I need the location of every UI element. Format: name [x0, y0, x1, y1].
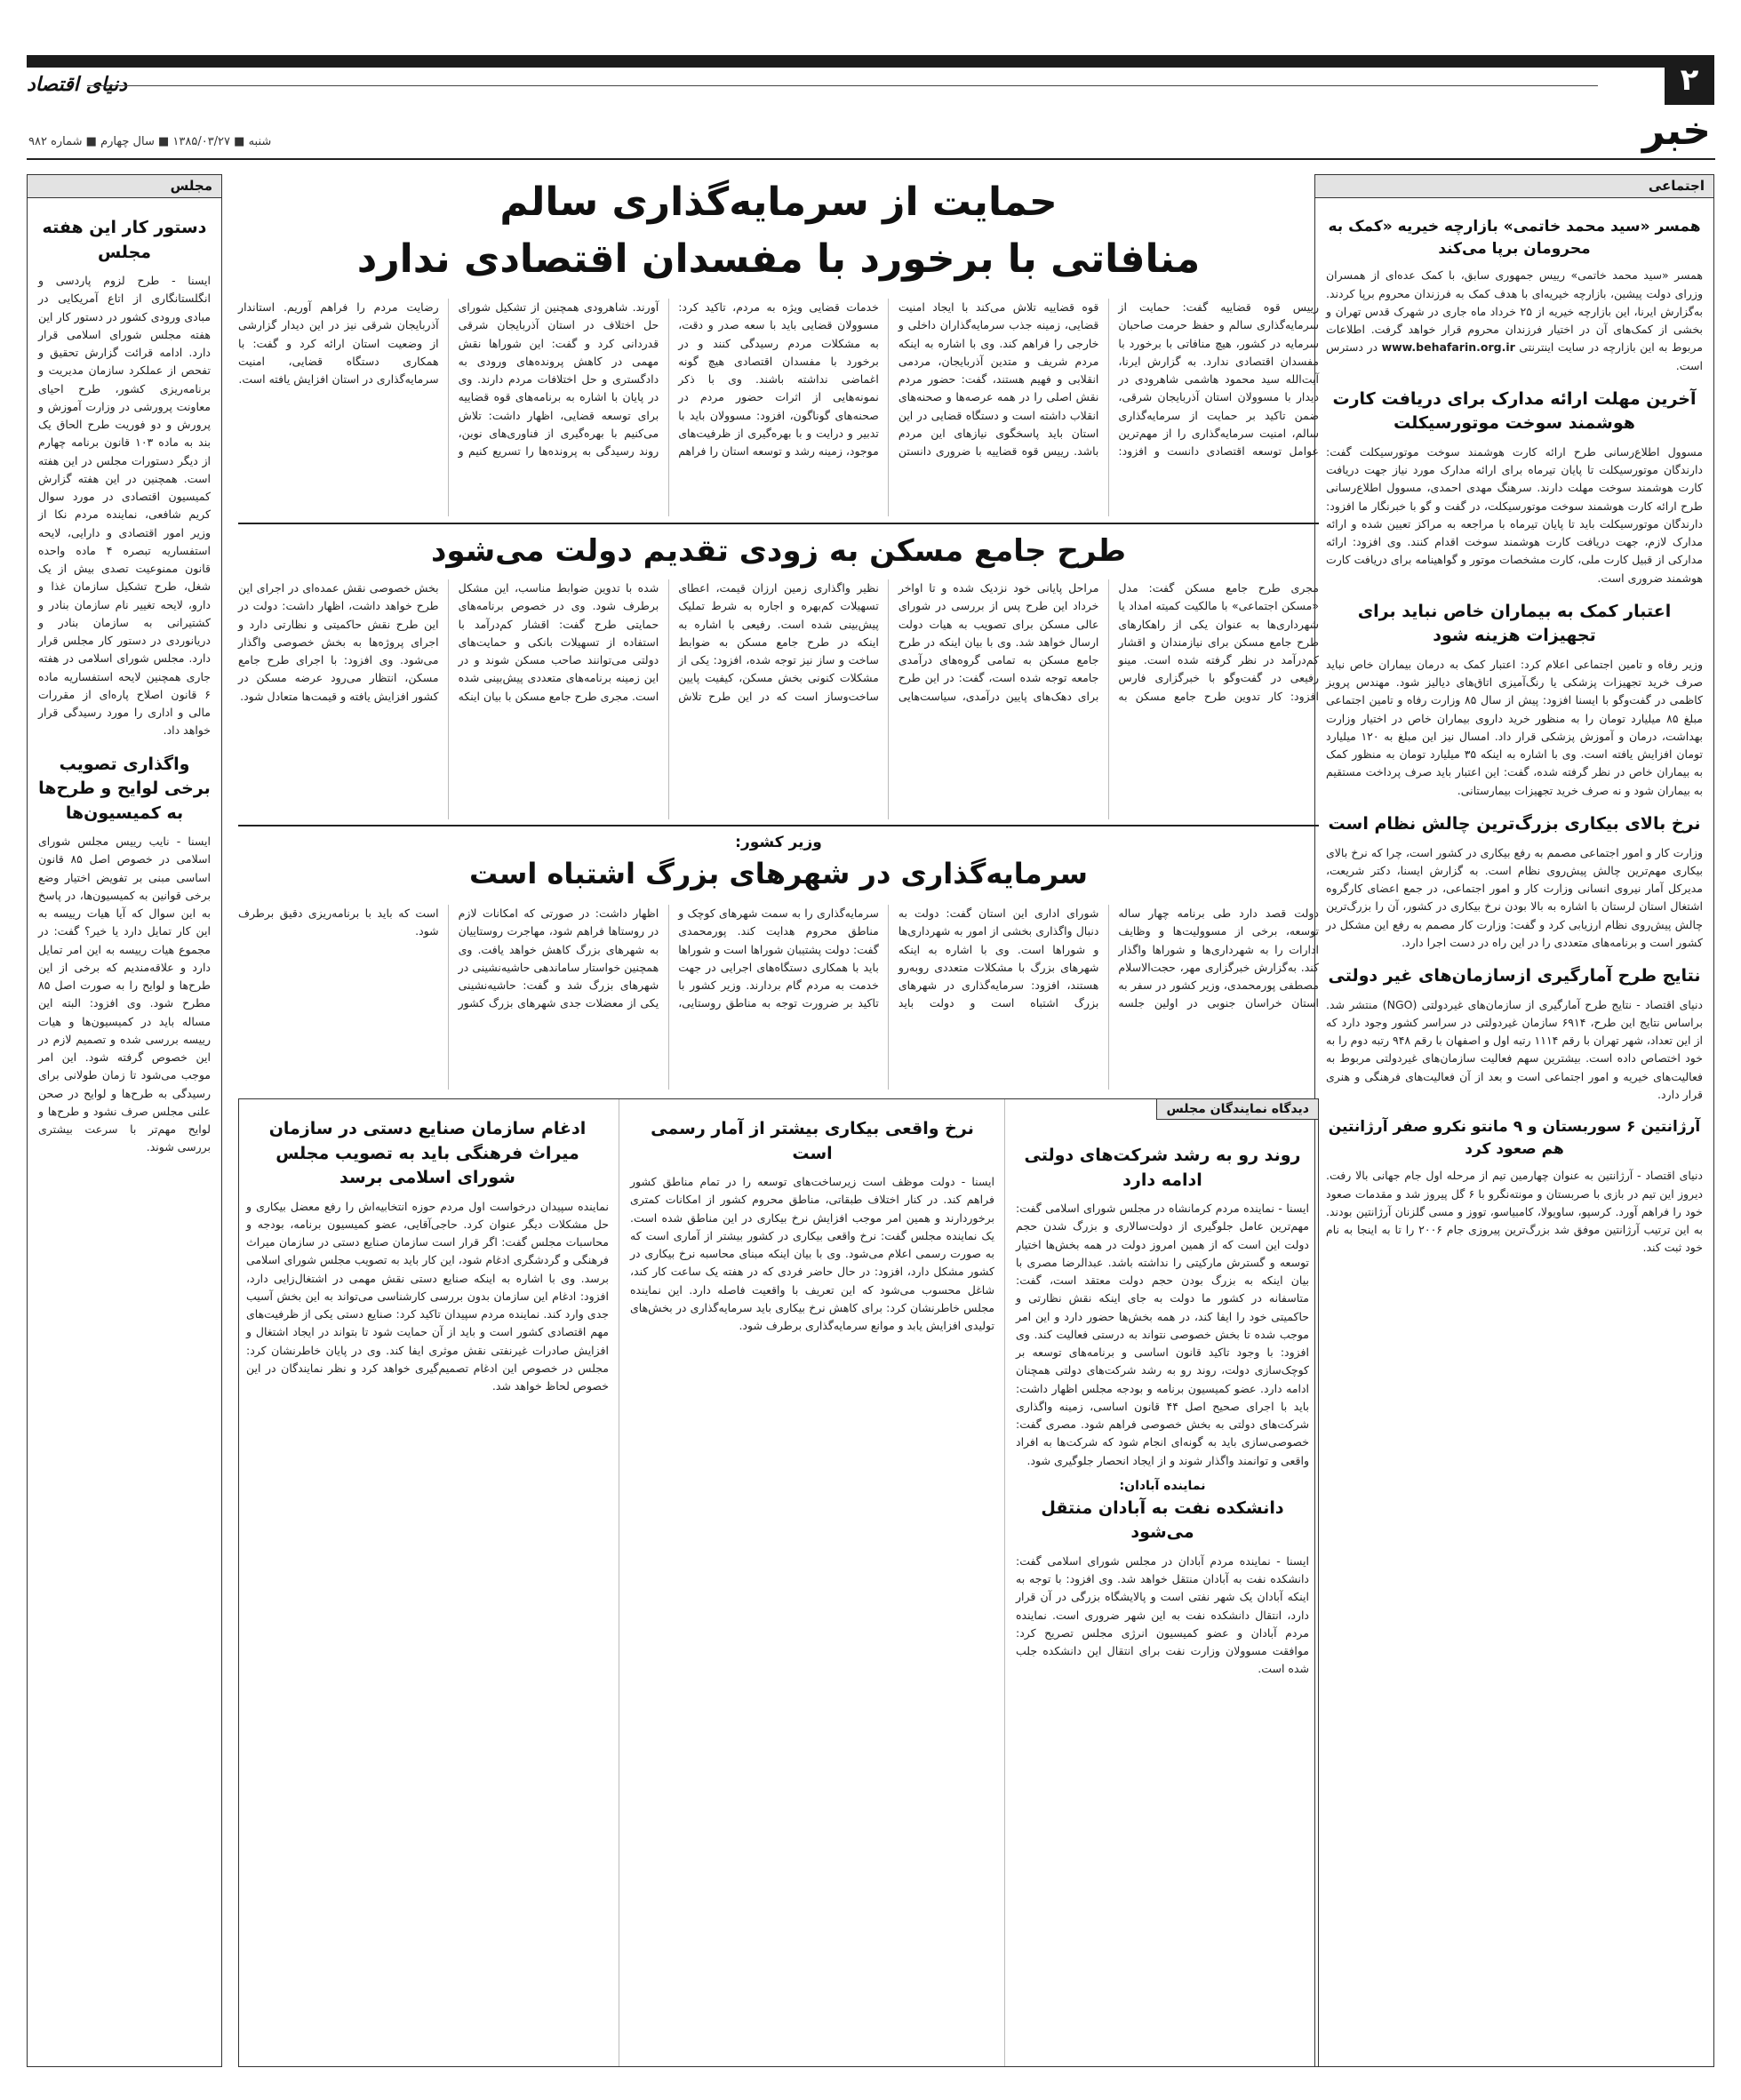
website-link[interactable]: www.behafarin.org.ir — [1381, 340, 1515, 355]
story-headline: آرژانتین ۶ سوربستان و ۹ مانتو نکرو صفر آرژانتین هم صعود کرد — [1328, 1118, 1701, 1158]
views-column-1 — [1007, 1099, 1318, 2066]
story-body-end: در دسترس است. — [1326, 340, 1703, 372]
masthead-rule — [27, 158, 1715, 160]
views-column-2 — [621, 1099, 1003, 2066]
story-body: وزارت کار و امور اجتماعی مصمم به رفع بیکاری در کشور است، چرا که نرخ بالای بیکاری مهم‌ترین چالش پیش‌روی نظام است. به گزارش ایسنا، دکتر شریعت، مدیرکل آمار نیروی انسانی وزارت کار و امور اجتماعی، در جمع اعضای کارگروه اشتغال استان لرستان با اشاره به بالا بودن نرخ بیکاری در کشور، آن را بزرگ‌ترین چالش پیش‌روی نظام ارزیابی کرد و گفت: وزارت کار مصمم به رفع این مشکل در کشور است و برنامه‌های متعددی را در این راه در دست اجرا دارد. — [1326, 845, 1703, 949]
social-column — [1314, 174, 1714, 2067]
page-number: ۲ — [1665, 55, 1714, 105]
masthead-divider — [87, 85, 1598, 86]
parliament-column — [27, 174, 222, 2067]
housing-headline: طرح جامع مسکن به زودی تقدیم دولت می‌شود — [430, 533, 1127, 569]
story-headline: ادغام سازمان صنایع دستی در سازمان میراث فرهنگی باید به تصویب مجلس شورای اسلامی برسد — [268, 1119, 587, 1188]
story-body: ایسنا - دولت موظف است زیرساخت‌های توسعه را در تمام مناطق کشور فراهم کند. در کنار اختلاف طبقاتی، مناطق محروم کشور از امکانات کمتری برخوردارند و همین امر موجب افزایش نرخ بیکاری در این مناطق شده است. یک نماینده مجلس گفت: نرخ واقعی بیکاری در کشور بیشتر از آماری است که به صورت رسمی اعلام می‌شود. وی با بیان اینکه مبنای محاسبه نرخ بیکاری در کشور مشکل دارد، افزود: در حال حاضر فردی که در هفته یک ساعت کار کند، شاغل محسوب می‌شود که این تعریف با واقعیت فاصله دارد. این نماینده مجلس خاطرنشان کرد: برای کاهش نرخ بیکاری باید سرمایه‌گذاری در بخش‌های تولیدی افزایش یابد و موانع سرمایه‌گذاری برطرف شود. — [630, 1175, 994, 1333]
story-body: ایسنا - نایب رییس مجلس شورای اسلامی در خصوص اصل ۸۵ قانون اساسی مبنی بر تفویض اختیار وضع برخی قوانین به کمیسیون‌ها، در پاسخ به این سوال که آیا هیات رییسه به این کار تمایل دارد یا خیر؟ گفت: در مجموع هیات رییسه به این امر تمایل دارد و علاقه‌مندیم که برخی از این طرح‌ها و لوایح را به صورت اصل ۸۵ مطرح شود. وی افزود: البته این مساله باید در کمیسیون‌ها و هیات رییسه بررسی شده و تصمیم لازم در این خصوص گرفته شود. این امر موجب می‌شود تا زمان طولانی برای رسیدگی به طرح‌ها و لوایح در صحن علنی مجلس صرف نشود و طرح‌ها و لوایح مهم‌تر با سرعت بیشتری بررسی شوند. — [38, 834, 211, 1154]
story-headline: اعتبار کمک به بیماران خاص نباید برای تجهیزات هزینه شود — [1357, 601, 1672, 646]
story-kicker: نماینده آبادان: — [1119, 1478, 1206, 1493]
story-body: ایسنا - نماینده مردم کرمانشاه در مجلس شورای اسلامی گفت: مهم‌ترین عامل جلوگیری از دولت‌سالاری و بزرگ شدن حجم دولت این است که از همین امروز دولت در همه بخش‌ها اختیار توسعه و گسترش مارکیتی را نداشته باشد. عبدالرضا مصری با بیان اینکه به بزرگ بودن حجم دولت معتقد است، گفت: متاسفانه در کشور ما دولت به جای اینکه نقش نظارتی و حاکمیتی خود را ایفا کند، در همه بخش‌ها حضور دارد و این امر موجب شده تا بخش خصوصی نتواند به درستی فعالیت کند. وی افزود: با وجود تاکید قانون اساسی و برنامه‌های توسعه بر کوچک‌سازی دولت، روند رو به رشد شرکت‌های دولتی همچنان ادامه دارد. عضو کمیسیون برنامه و بودجه مجلس اظهار داشت: باید با اجرای صحیح اصل ۴۴ قانون اساسی، زمینه واگذاری شرکت‌های دولتی به بخش خصوصی فراهم شود. مصری گفت: خصوصی‌سازی باید به گونه‌ای انجام شود که شرکت‌ها به افراد واقعی و توانمند واگذار شوند و از ایجاد انحصار جلوگیری شود. — [1016, 1202, 1309, 1467]
story-headline: نتایج طرح آمارگیری ازسازمان‌های غیر دولتی — [1328, 966, 1701, 986]
lead-headline-line2: منافاتی با برخورد با مفسدان اقتصادی ندارد — [356, 236, 1201, 282]
parliament-views-box — [238, 1098, 1319, 2067]
masthead-bar — [27, 55, 1706, 68]
minister-kicker: وزیر کشور: — [735, 834, 822, 851]
story-headline: نرخ بالای بیکاری بزرگ‌ترین چالش نظام است — [1328, 813, 1701, 834]
story-headline: واگذاری تصویب برخی لوایح و طرح‌ها به کمیسیون‌ها — [38, 754, 211, 823]
story-body: همسر «سید محمد خاتمی» رییس جمهوری سابق، با کمک عده‌ای از همسران وزرای دولت پیشین، بازارچه خیریه‌ای با هدف کمک به فرزندان محروم برپا کردند. به‌گزارش ایرنا، این بازارچه خیریه از ۲۵ خرداد ماه جاری در شهرک قدس تهران و بخشی از کمک‌های آن در اختیار فرزندان محروم قرار خواهد گرفت. اطلاعات مربوط به این بازارچه در سایت اینترنتی — [1326, 268, 1704, 355]
views-column-3 — [238, 1099, 618, 2066]
issue-info: شنبه ■ ۱۳۸۵/۰۳/۲۷ ■ سال چهارم ■ شماره ۹۸۲ — [28, 135, 272, 148]
story-body: نماینده سپیدان درخواست اول مردم حوزه انتخابیه‌اش را رفع معضل بیکاری و حل مشکلات دیگر عنوان کرد. حاجی‌آقایی، عضو کمیسیون برنامه، بودجه و محاسبات مجلس گفت: اگر قرار است سازمان صنایع دستی در سازمان میراث فرهنگی و گردشگری ادغام شود، این کار باید به تصویب مجلس شورای اسلامی برسد. وی با اشاره به اینکه صنایع دستی نقش مهمی در اشتغال‌زایی دارد، افزود: ادغام این سازمان بدون بررسی کارشناسی می‌تواند به این بخش آسیب جدی وارد کند. نماینده مردم سپیدان تاکید کرد: صنایع دستی یکی از ظرفیت‌های مهم اقتصادی کشور است و باید از آن حمایت شود تا بتواند در ایجاد اشتغال و افزایش صادرات غیرنفتی نقش موثری ایفا کند. وی در پایان خاطرنشان کرد: مجلس در خصوص این ادغام تصمیم‌گیری خواهد کرد و نظر نمایندگان در این خصوص لحاظ خواهد شد. — [246, 1199, 609, 1393]
section-title: خبر — [1641, 108, 1711, 154]
story-body: دنیای اقتصاد - نتایج طرح آمارگیری از سازمان‌های غیردولتی (NGO) منتشر شد. براساس نتایج این طرح، ۶۹۱۴ سازمان غیردولتی در سراسر کشور وجود دارد که از این تعداد، شهر تهران با رقم ۱۱۱۴ رتبه اول و اصفهان با رقم ۹۴۸ رتبه دوم را به خود اختصاص داده است. بیشترین سهم فعالیت سازمان‌های غیردولتی مربوط به فعالیت‌های خیریه و امور اجتماعی است و بعد از آن فعالیت‌های فرهنگی و هنری قرار دارد. — [1326, 997, 1704, 1101]
minister-story-body: دولت قصد دارد طی برنامه چهار ساله توسعه، برخی از مسوولیت‌ها و وظایف ادارات را به شهرداری‌ها و شوراها واگذار کند. به‌گزارش خبرگزاری مهر، حجت‌الاسلام مصطفی پورمحمدی، وزیر کشور در سفر به استان خراسان جنوبی در اولین جلسه شورای اداری این استان گفت: دولت به دنبال واگذاری بخشی از امور به شهرداری‌ها و شوراها است. وی با اشاره به اینکه شهرهای بزرگ با مشکلات متعددی روبه‌رو هستند، افزود: سرمایه‌گذاری در شهرهای بزرگ اشتباه است و دولت باید سرمایه‌گذاری را به سمت شهرهای کوچک و مناطق محروم هدایت کند. پورمحمدی گفت: دولت پشتیبان شوراها است و شوراها باید با همکاری دستگاه‌های اجرایی در جهت خدمت به مردم گام بردارند. وزیر کشور با تاکید بر ضرورت توجه به مناطق روستایی، اظهار داشت: در صورتی که امکانات لازم در روستاها فراهم شود، مهاجرت روستاییان به شهرهای بزرگ کاهش خواهد یافت. وی همچنین خواستار ساماندهی حاشیه‌نشینی در شهرهای بزرگ شد و گفت: حاشیه‌نشینی یکی از معضلات جدی شهرهای بزرگ کشور است که باید با برنامه‌ریزی دقیق برطرف شود. — [238, 906, 1319, 1010]
story-headline: روند رو به رشد شرکت‌های دولتی ادامه دارد — [1024, 1146, 1301, 1190]
story-body: ایسنا - طرح لزوم پاردسی و انگلستانگاری از اتاع آمریکایی در مبادی ورودی کشور در دستور کار این هفته مجلس شورای اسلامی قرار دارد. ادامه قرائت گزارش تحقیق و تفحص از عملکرد سازمان مدیریت و برنامه‌ریزی کشور، طرح احیای معاونت پرورشی در وزارت آموزش و پرورش و دو فوریت طرح الحاق یک بند به ماده ۱۰۳ قانون برنامه چهارم از دیگر دستورات مجلس در این هفته است. همچنین در این هفته گزارش کمیسیون اقتصادی در مورد سوال کریم شافعی، نماینده مردم نکا از وزیر امور اقتصادی و دارایی، لایحه استفساریه تبصره ۴ ماده واحده قانون ممنوعیت تصدی بیش از یک شغل، طرح تشکیل سازمان غذا و دارو، لایحه تغییر نام سازمان بنادر و کشتیرانی به سازمان بنادر و دریانوردی در دستور کار مجلس قرار دارد. مجلس شورای اسلامی در هفته جاری همچنین لایحه استفساریه ماده ۶ قانون اصلاح پاره‌ای از مقررات مالی و اداری را مورد رسیدگی قرار خواهد داد. — [38, 274, 211, 738]
story-body: وزیر رفاه و تامین اجتماعی اعلام کرد: اعتبار کمک به درمان بیماران خاص نباید صرف خرید تجهیزات پزشکی یا رنگ‌آمیزی اتاق‌های دیالیز شود. مهندس پرویز کاظمی در گفت‌وگو با ایسنا افزود: پیش از سال ۸۵ وزارت رفاه و تامین اجتماعی مبلغ ۸۵ میلیارد تومان را به منظور خرید داروی بیماران خاص در اختیار وزارت بهداشت، درمان و آموزش پزشکی قرار داد. امسال نیز این مبلغ به ۱۲۰ میلیارد تومان افزایش یافته است. وی با اشاره به اینکه ۳۵ میلیارد تومان به منظور کمک به بیماران خاص در نظر گرفته شده، گفت: این اعتبار باید صرف پرداخت مستقیم به بیماران شود و نه صرف خرید تجهیزات بیمارستانی. — [1326, 657, 1703, 797]
lead-headline-line1: حمایت از سرمایه‌گذاری سالم — [499, 180, 1058, 225]
story-body: ایسنا - نماینده مردم آبادان در مجلس شورای اسلامی گفت: دانشکده نفت به آبادان منتقل خواهد شد. وی افزود: با توجه به اینکه آبادان یک شهر نفتی است و پالایشگاه بزرگی در آن قرار دارد، انتقال دانشکده نفت به این شهر ضروری است. نماینده مردم آبادان و عضو کمیسیون انرژی مجلس تصریح کرد: موافقت مسوولان وزارت نفت برای انتقال این دانشکده جلب شده است. — [1016, 1553, 1309, 1676]
column-header: مجلس — [28, 175, 221, 198]
story-headline: دانشکده نفت به آبادان منتقل می‌شود — [1041, 1497, 1284, 1543]
section-divider — [238, 825, 1319, 826]
story-headline: همسر «سید محمد خاتمی» بازارچه خیریه «کمک به محرومان برپا می‌کند — [1328, 218, 1701, 258]
minister-headline: سرمایه‌گذاری در شهرهای بزرگ اشتباه است — [469, 857, 1088, 890]
story-headline: آخرین مهلت ارائه مدارک برای دریافت کارت هوشمند سوخت موتورسیکلت — [1332, 388, 1697, 434]
housing-story-body: مجری طرح جامع مسکن گفت: مدل «مسکن اجتماعی» با مالکیت کمیته امداد یا شهرداری‌ها به عنوان یکی از راهکارهای طرح جامع مسکن برای نیازمندان و اقشار کم‌درآمد در نظر گرفته شده است. مینو رفیعی در گفت‌وگو با خبرگزاری فارس افزود: کار تدوین طرح جامع مسکن به مراحل پایانی خود نزدیک شده و تا اواخر خرداد این طرح پس از بررسی در شورای عالی مسکن برای تصویب به هیات دولت ارسال خواهد شد. وی با بیان اینکه در طرح جامع مسکن به تمامی گروه‌های درآمدی جامعه توجه شده است، گفت: در این طرح برای دهک‌های پایین درآمدی، سیاست‌هایی نظیر واگذاری زمین ارزان قیمت، اعطای تسهیلات کم‌بهره و اجاره به شرط تملیک پیش‌بینی شده است. رفیعی با اشاره به اینکه در طرح جامع مسکن به ضوابط ساخت و ساز نیز توجه شده، افزود: یکی از مشکلات کنونی بخش مسکن، کیفیت پایین ساخت‌وساز است که در این طرح تلاش شده با تدوین ضوابط مناسب، این مشکل برطرف شود. وی در خصوص برنامه‌های حمایتی طرح گفت: اقشار کم‌درآمد با استفاده از تسهیلات بانکی و حمایت‌های دولتی می‌توانند صاحب مسکن شوند و در این زمینه برنامه‌های متعددی پیش‌بینی شده است. مجری طرح جامع مسکن با بیان اینکه بخش خصوصی نقش عمده‌ای در اجرای این طرح خواهد داشت، اظهار داشت: دولت در این طرح نقش حاکمیتی و نظارتی دارد و اجرای پروژه‌ها به بخش خصوصی واگذار می‌شود. وی افزود: با اجرای طرح جامع مسکن، انتظار می‌رود عرضه مسکن در کشور افزایش یافته و قیمت‌ها متعادل شود. — [238, 581, 1319, 703]
box-label: دیدگاه نمایندگان مجلس — [1156, 1098, 1319, 1120]
lead-story-body: رییس قوه قضاییه گفت: حمایت از سرمایه‌گذاری سالم و حفظ حرمت صاحبان سرمایه در کشور، هیچ منافاتی با برخورد با مفسدان اقتصادی ندارد. به گزارش ایرنا، آیت‌الله سید محمود هاشمی شاهرودی در دیدار با مسوولان استان آذربایجان شرقی، ضمن تاکید بر حمایت از سرمایه‌گذاری سالم، امنیت سرمایه‌گذاری را از مهم‌ترین عوامل توسعه اقتصادی دانست و افزود: قوه قضاییه تلاش می‌کند با ایجاد امنیت قضایی، زمینه جذب سرمایه‌گذاران داخلی و خارجی را فراهم کند. وی با اشاره به اینکه مردم شریف و متدین آذربایجان، مردمی انقلابی و فهیم هستند، گفت: حضور مردم نقش اصلی را در همه عرصه‌ها و صحنه‌های انقلاب داشته است و دستگاه قضایی در این استان باید پاسخگوی نیازهای این مردم باشد. رییس قوه قضاییه با ضروری دانستن خدمات قضایی ویژه به مردم، تاکید کرد: مسوولان قضایی باید با سعه صدر و دقت، به مشکلات مردم رسیدگی کنند و در برخورد با مفسدان اقتصادی هیچ گونه اغماضی نداشته باشند. وی با ذکر نمونه‌هایی از اثرات حضور مردم در صحنه‌های گوناگون، افزود: مسوولان باید با تدبیر و درایت و با بهره‌گیری از ظرفیت‌های موجود، زمینه رشد و توسعه استان را فراهم آورند. شاهرودی همچنین از تشکیل شورای حل اختلاف در استان آذربایجان شرقی قدردانی کرد و گفت: این شوراها نقش مهمی در کاهش پرونده‌های ورودی به دادگستری و حل اختلافات مردم دارند. وی در پایان با اشاره به برنامه‌های قوه قضاییه برای توسعه قضایی، اظهار داشت: تلاش می‌کنیم با بهره‌گیری از فناوری‌های نوین، روند رسیدگی به پرونده‌ها را تسریع کنیم و رضایت مردم را فراهم آوریم. استاندار آذربایجان شرقی نیز در این دیدار گزارشی از وضعیت استان ارائه کرد و گفت: با همکاری دستگاه قضایی، امنیت سرمایه‌گذاری در استان افزایش یافته است. — [238, 300, 1319, 458]
brand-logo: دنیای اقتصاد — [27, 73, 127, 96]
story-headline: نرخ واقعی بیکاری بیشتر از آمار رسمی است — [651, 1119, 974, 1163]
column-divider — [1004, 1099, 1005, 2066]
section-divider — [238, 523, 1319, 524]
lead-headline — [238, 174, 1319, 288]
story-body: دنیای اقتصاد - آرژانتین به عنوان چهارمین تیم از مرحله اول جام جهانی بالا رفت. دیروز این تیم در بازی با صربستان و مونته‌نگرو با ۶ گل پیروز شد و مقدمات صعود خود را فراهم آورد. کرسپو، ساویولا، کامبیاسو، تووز و مسی گلزنان آرژانتین بودند. به این ترتیب آرژانتین موفق شد بزرگ‌ترین پیروزی جام ۲۰۰۶ را تا به اینجا به نام خود ثبت کند. — [1326, 1169, 1703, 1255]
story-body: مسوول اطلاع‌رسانی طرح ارائه کارت هوشمند سوخت موتورسیکلت گفت: دارندگان موتورسیکلت تا پایان تیرماه برای ارائه مدارک مورد نیاز جهت دریافت کارت هوشمند سوخت مهلت دارند. سرهنگ مهدی احمدی، مسوول اطلاع‌رسانی طرح ارائه کارت هوشمند سوخت موتورسیکلت، در گفت و گو با خبرنگار ما افزود: دارندگان موتورسیکلت باید تا پایان تیرماه با مراجعه به مراکز تعیین شده و ارائه مدارک لازم، جهت دریافت کارت هوشمند سوخت اقدام کنند. وی افزود: ارائه مدارکی از قبیل کارت ملی، کارت مشخصات موتور و گواهینامه برای دریافت کارت هوشمند ضروری است. — [1326, 444, 1703, 585]
column-header: اجتماعی — [1315, 175, 1713, 198]
story-headline: دستور کار این هفته مجلس — [42, 218, 207, 262]
main-area — [238, 174, 1319, 2067]
